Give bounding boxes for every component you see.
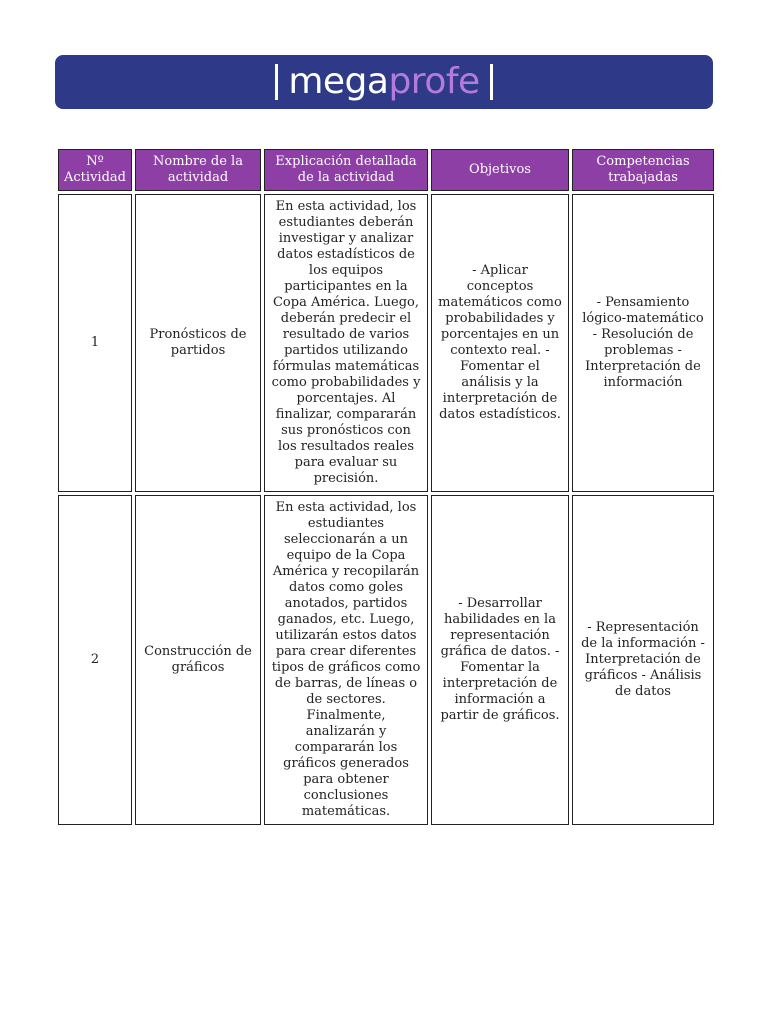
cell-activity-number: 1: [58, 194, 132, 492]
header-activity-explanation: Explicación detallada de la actividad: [264, 149, 428, 191]
table-header-row: [58, 149, 714, 191]
header-objectives: Objetivos: [431, 149, 569, 191]
header-activity-number: Nº Actividad: [58, 149, 132, 191]
header-competencies: Competencias trabajadas: [572, 149, 714, 191]
cell-activity-explanation: En esta actividad, los estudiantes seleccionarán a un equipo de la Copa América y recopilarán datos como goles anotados, partidos ganados, etc. Luego, utilizarán estos datos para crear diferentes tipos de gráficos como de barras, de líneas o de sectores. Finalmente, analizarán y compararán los gráficos generados para obtener conclusiones matemáticas.: [264, 495, 428, 825]
cell-competencies: - Representación de la información - Interpretación de gráficos - Análisis de datos: [572, 495, 714, 825]
logo-right-bar: [490, 64, 493, 100]
activities-table: [55, 146, 717, 828]
cell-activity-explanation: En esta actividad, los estudiantes deberán investigar y analizar datos estadísticos de los equipos participantes en la Copa América. Luego, deberán predecir el resultado de varios partidos utilizando fórmulas matemáticas como probabilidades y porcentajes. Al finalizar, compararán sus pronósticos con los resultados reales para evaluar su precisión.: [264, 194, 428, 492]
table-row: [58, 194, 714, 492]
cell-objectives: - Desarrollar habilidades en la representación gráfica de datos. - Fomentar la interpretación de información a partir de gráficos.: [431, 495, 569, 825]
cell-objectives: - Aplicar conceptos matemáticos como probabilidades y porcentajes en un contexto real. - Fomentar el análisis y la interpretación de datos estadísticos.: [431, 194, 569, 492]
header-activity-name: Nombre de la actividad: [135, 149, 261, 191]
cell-activity-number: 2: [58, 495, 132, 825]
header-banner: [55, 55, 713, 109]
logo-text-mega: mega: [288, 61, 389, 102]
logo-text-profe: profe: [388, 61, 480, 102]
cell-activity-name: Pronósticos de partidos: [135, 194, 261, 492]
cell-competencies: - Pensamiento lógico-matemático - Resolución de problemas - Interpretación de información: [572, 194, 714, 492]
logo-left-bar: [275, 64, 278, 100]
megaprofe-logo: [265, 61, 502, 102]
cell-activity-name: Construcción de gráficos: [135, 495, 261, 825]
table-row: [58, 495, 714, 825]
